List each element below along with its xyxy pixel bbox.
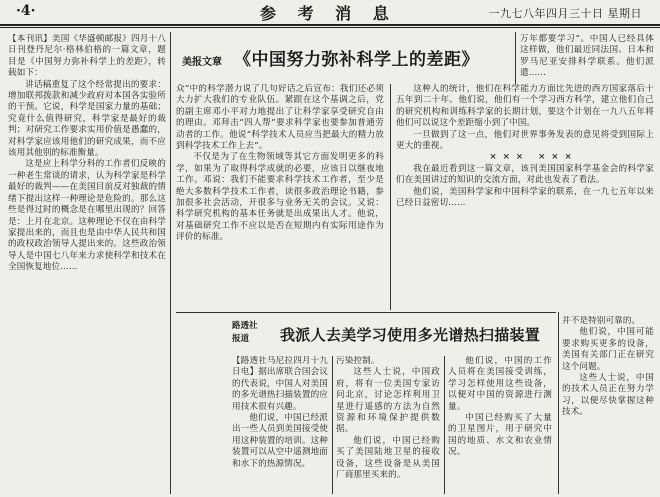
article1-paragraph: 他们说，美国科学家和中国科学家的联系，在一九七五年以来已经日益密切…… [396, 186, 654, 209]
article2-source: 路透社报道 [232, 321, 258, 344]
article1-column-left [8, 34, 166, 492]
article2-paragraph: 中国已经购买了大量的卫星图片，用于研究中国的地质、水文和农业情况。 [448, 413, 552, 458]
article1-paragraph: 这种人的统计，他们在科学能力方面比先进的西方国家落后十五年到二十年。他们说，他们有一个学习西方科学，建立他们自己的研究机构和训练科学家的长期计划，要这个计划在一九八五年将他们可以说这个差距缩小到了中国。 [396, 84, 654, 129]
column-divider [332, 356, 333, 494]
article2-paragraph: 他们说，中国的工作人员将在美国接受训练，学习怎样使用这些设备，以便对中国的资源进行测量。 [448, 356, 552, 412]
article1-paragraph: 万年都要学习”。中国人已经具体这样做，他们最近同法国、日本和罗马尼亚安排科学联系。他们派遣…… [520, 34, 654, 79]
masthead [0, 0, 660, 26]
masthead-rule [0, 27, 660, 28]
article1-title: 《中国努力弥补科学上的差距》 [234, 50, 479, 70]
article2-column-2 [336, 356, 440, 494]
article2-column-4 [562, 316, 654, 494]
article2-column-1 [232, 356, 328, 494]
article1-paragraph: 我在最近看到这一篇文章，该刊美国国家科学基金会的科学家们在美国讲过的知识的交流方面，对此也发表了看法。 [396, 163, 654, 186]
section-divider [176, 312, 556, 313]
article1-column-middle [176, 84, 384, 310]
article1-headline [172, 43, 512, 73]
page-number: ·4· [16, 3, 36, 19]
article2-paragraph: 这些人士说，中国政府，将有一位美国专家访问北京，讨论怎样利用卫星进行遥感的方法为自然资源和环境保护提供数据。 [336, 367, 440, 435]
article2-paragraph: 【路透社马尼拉四月十九日电】据出席联合国会议的代表说，中国人对美国的多光谱热扫描装置的应用技术很有兴趣。 [232, 356, 328, 412]
article2-paragraph: 他们说，中国已经派出一些人员到美国接受使用这种装置的培训。这种装置可以从空中遥测地面和水下的热源情况。 [232, 413, 328, 469]
issue-date: 一九七八年四月三十日 星期日 [488, 7, 642, 20]
column-divider [558, 312, 559, 494]
column-divider [444, 356, 445, 494]
article1-intro: 【本刊讯】美国《华盛顿邮报》四月十八日刊登丹尼尔·格林伯格的一篇文章，题目是《中国努力弥补科学上的差距》，转载如下： [8, 34, 166, 79]
article2-column-3 [448, 356, 552, 494]
article1-paragraph: 一旦做到了这一点，他们对世界事务发表的意见将受到国际上更大的重视。 [396, 129, 654, 152]
article2-paragraph: 并不是特别可靠的。 [562, 316, 641, 326]
section-separator: ××× ××× [489, 152, 578, 163]
article1-column-right-lower [396, 84, 654, 310]
article2-title: 我派人去美学习使用多光谱热扫描装置 [280, 326, 541, 344]
article1-paragraph: 众”中的科学潜力说了几句好话之后宣布：我们还必须大力扩大我们的专业队伍。紧跟在这个基调之后，党的副主席邓小平对力地提出了让科学家享受研究自由的理由。邓拜击“四人帮”要求科学家也要参加普通劳动者的工作。他说“科学技术人员应当把最大的精力放到科学技术工作上去”。 [176, 84, 384, 152]
column-divider [390, 84, 391, 310]
column-divider [515, 32, 516, 84]
article2-paragraph: 这些人士说，中国的技术人员正在努力学习，以便尽快掌握这种技术。 [562, 373, 654, 418]
article2-paragraph: 他们说，中国可能要求购买更多的设备，美国有关部门正在研究这个问题。 [562, 327, 654, 372]
article2-paragraph: 他们说，中国已经购买了美国陆地卫星的接收设备，这些设备是从美国厂商那里买来的。 [336, 435, 440, 481]
article1-paragraph: 不仅是为了在生物领域等其它方面发明更多的科学，如果为了取得科学成就的必要，应该日以继夜地工作。邓说：我们不能要求科学技术工作者，至少是绝大多数科学技术工作者，读很多政治理论书籍，参加很多社会活动，开很多与业务无关的会议。又说：科学研究机构的基本任务就是出成果出人才。他说，对基础研究工作不应以是否在短期内有实际用途作为评价的标准。 [176, 152, 384, 243]
paper-name: 参 考 消 息 [260, 4, 397, 23]
article1-source: 美报文章 [182, 57, 222, 68]
article2-paragraph: 污染控制。 [336, 356, 380, 366]
article1-paragraph: 这是应上科学分科的工作者们反映的一种老生常谈的请求，认为科学家是科学最好的裁判——在美国目前反对独裁的情绪下提出这样一种理论是危险的。那么这些是得过时的概念是在哪里出现的？回答是：上月在北京。这种理论不仅在由科学家提出来的，而且也是由中华人民共和国的政权政治领导人提出来的。这些政治领导人是中国七八年来力求使科学和技术在全国恢复地位…… [8, 159, 166, 273]
article2-headline [232, 318, 562, 352]
article1-paragraph: 讲话稿重复了这个经常提出的要求：增加联邦拨款和减少政府对本国各实验所的干预。它说，科学是国家力量的基础；究竟什么值得研究，科学家是最好的裁判；对研究工作要求实用价值是愚蠢的，对科学家应该用他们的研究成果，而不应该用其他别的标准衡量。 [8, 79, 166, 159]
column-divider [170, 32, 171, 494]
